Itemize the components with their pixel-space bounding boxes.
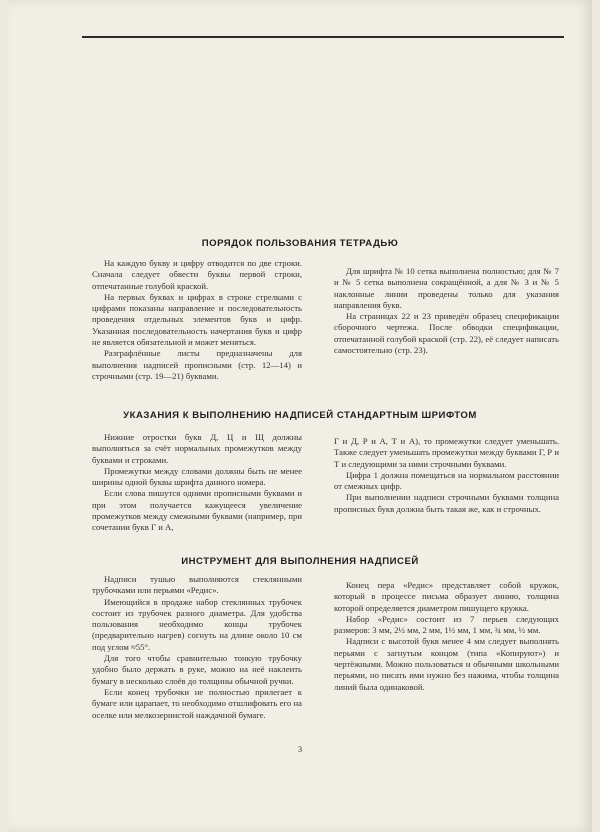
paragraph: Промежутки между словами должны быть не менее ширины одной буквы шрифта данного номера. [92,465,302,488]
paragraph: Конец пера «Редис» представляет собой кружок, который в процессе письма образует линию, толщина которой определяется диаметром пишущего кружка. [334,580,559,613]
paragraph: Разграфлённые листы предназначены для выполнения надписей прописными (стр. 12—14) и строчными (стр. 19—21) буквами. [92,348,302,381]
paragraph: При выполнении надписи строчными буквами толщина прописных букв должна быть такая же, как и строчных. [334,492,559,514]
top-rule [82,36,564,38]
section3-right-column [334,580,559,693]
section3-left-column [92,574,302,721]
paragraph: Г и Д, Р и А, Т и А), то промежутки следует уменьшать. Также следует уменьшать промежутки между буквами Г, Р и Т и следующими за ними строчными буквами. [334,436,559,469]
section2-left-column [92,432,302,534]
paragraph: Надписи тушью выполняются стеклянными трубочками или перьями «Редис». [92,574,302,596]
paragraph: Нижние отростки букв Д, Ц и Щ должны выполняться за счёт нормальных промежутков между буквами и строками. [92,432,302,465]
paragraph: Имеющийся в продаже набор стеклянных трубочек состоит из трубочек разного диаметра. Для удобства пользования необходимо концы трубочек (предварительно нагрев) согнуть на длине около 10 см под углом ≈55°. [92,596,302,652]
document-page [8,0,592,832]
section-title-tools: ИНСТРУМЕНТ ДЛЯ ВЫПОЛНЕНИЯ НАДПИСЕЙ [181,556,419,567]
section-title-instructions: УКАЗАНИЯ К ВЫПОЛНЕНИЮ НАДПИСЕЙ СТАНДАРТНЫМ ШРИФТОМ [123,410,477,421]
section1-right-column [334,266,559,356]
section-title-usage: ПОРЯДОК ПОЛЬЗОВАНИЯ ТЕТРАДЬЮ [201,238,399,249]
paragraph: Если конец трубочки не полностью прилегает к бумаге или царапает, то необходимо отшлифовать его на оселке или мелкозернистой наждачной бумаге. [92,686,302,720]
paragraph: Если слова пишутся одними прописными буквами и при этом получается кажущееся увеличение промежутков между смежными буквами (например, при сочетании букв Г и А, [92,488,302,533]
paragraph: На первых буквах и цифрах в строке стрелками с цифрами показаны направление и последовательность проведения отдельных элементов букв и цифр. Указанная последовательность начертания букв и цифр не является обязательной и может меняться. [92,291,302,348]
page-number: 3 [297,744,303,754]
paragraph: На страницах 22 и 23 приведён образец спецификации сборочного чертежа. После обводки спецификации, отпечатанной голубой краской (стр. 22), её следует написать самостоятельно (стр. 23). [334,311,559,356]
paragraph: Надписи с высотой букв менее 4 мм следует выполнять перьями с загнутым концом (типа «Копируют») и чертёжными. Можно пользоваться и обычными школьными перьями, но писать ими нужно без нажима, чтобы толщина линий была одинаковой. [334,636,559,692]
paragraph: Цифра 1 должна помещаться на нормальном расстоянии от смежных цифр. [334,469,559,492]
paragraph: На каждую букву и цифру отводится по две строки. Сначала следует обвести буквы первой строки, отпечатанные голубой краской. [92,258,302,291]
paragraph: Для шрифта № 10 сетка выполнена полностью; для № 7 и № 5 сетка выполнена сокращённой, а для № 3 и № 5 наклонные линии проведены только для указания направления букв. [334,266,559,310]
section2-right-column [334,436,559,515]
section1-left-column [92,258,302,382]
paragraph: Для того чтобы сравнительно тонкую трубочку удобно было держать в руке, можно на неё наклеить бумагу в несколько слоёв до толщины обычной ручки. [92,653,302,686]
paragraph: Набор «Редис» состоит из 7 перьев следующих размеров: 3 мм, 2½ мм, 2 мм, 1½ мм, 1 мм, ¾ мм, ½ мм. [334,613,559,636]
